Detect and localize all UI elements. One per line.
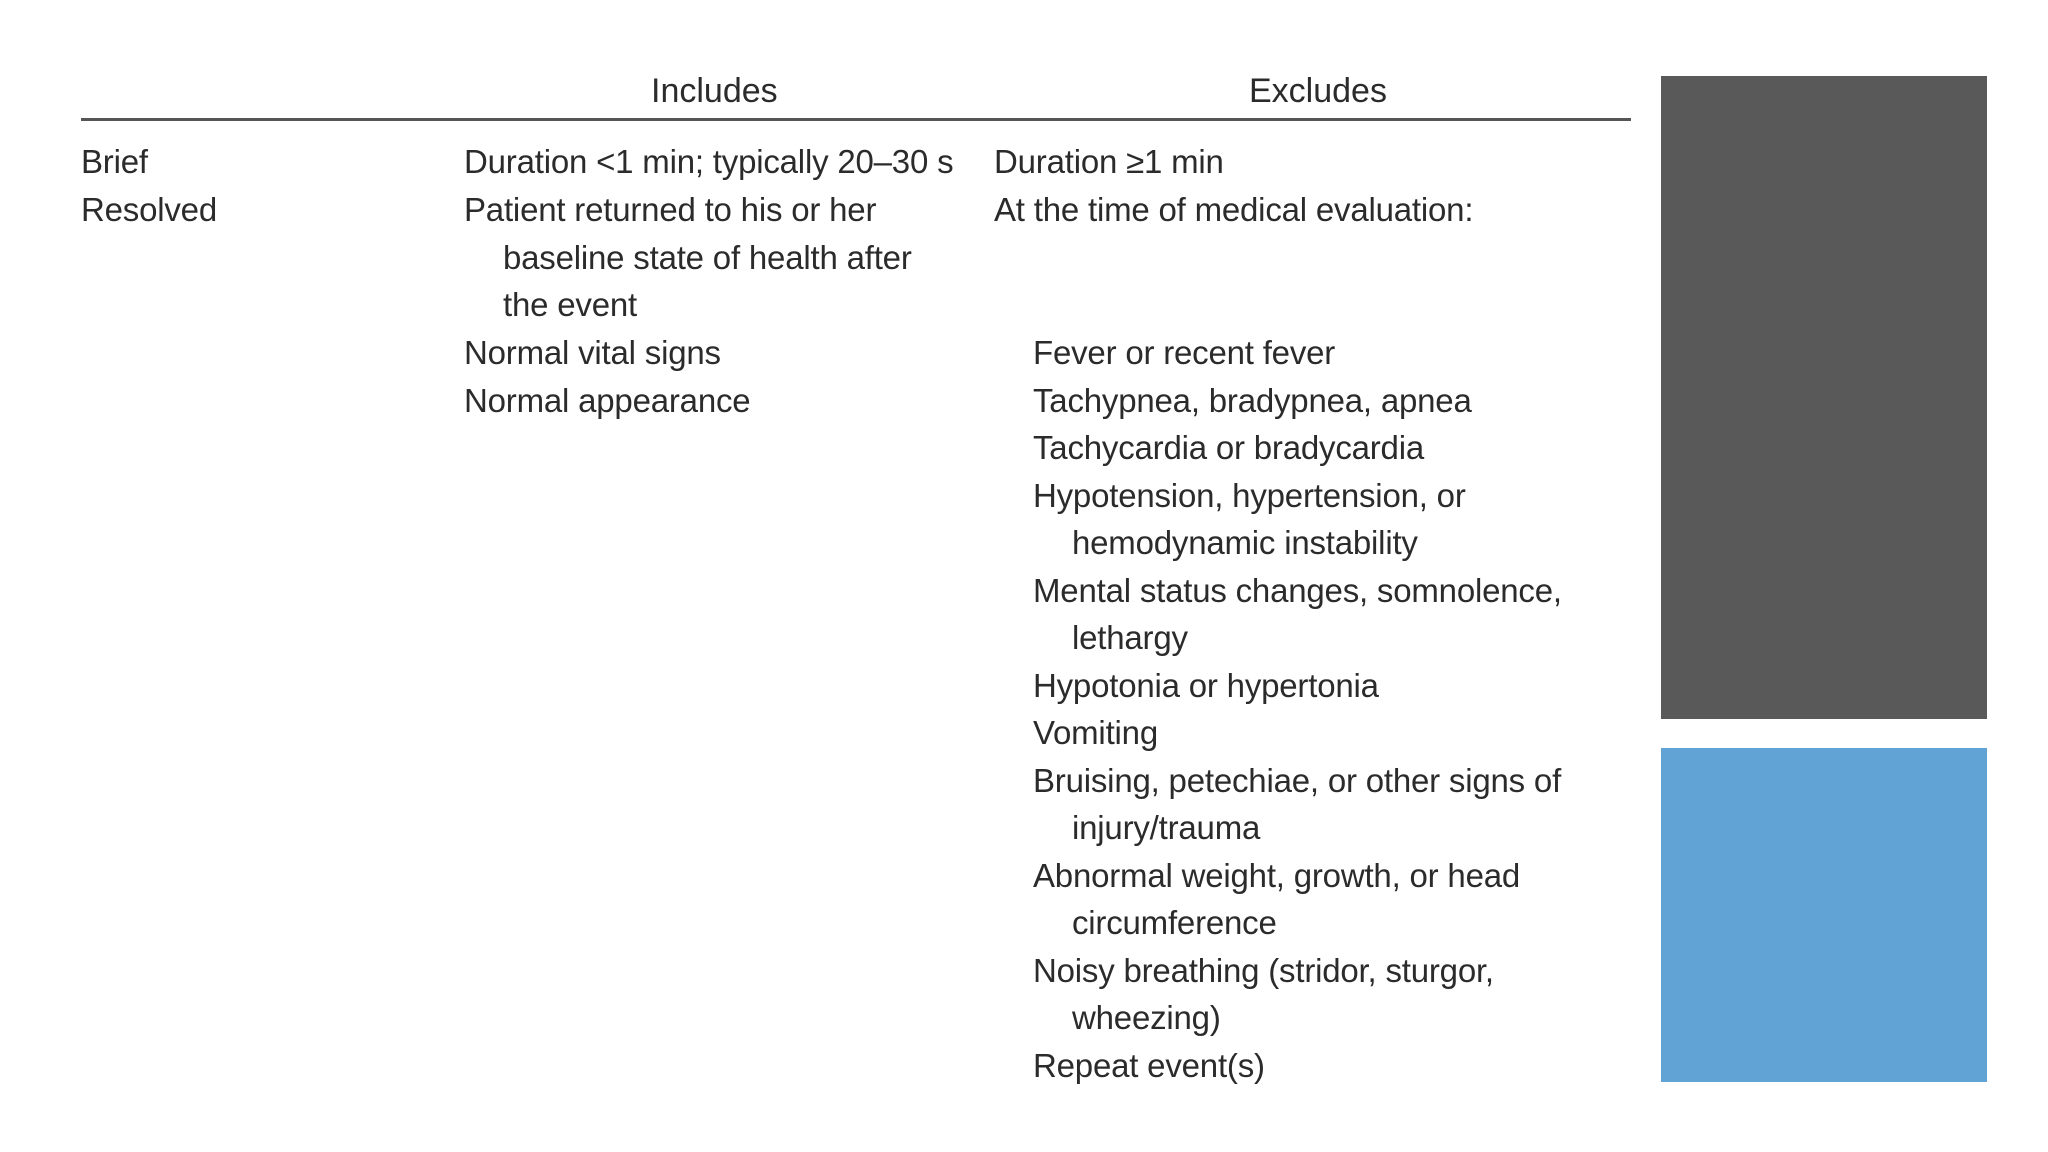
row-label-resolved: Resolved — [81, 191, 217, 228]
exclude-item: Vomiting — [1033, 714, 1158, 751]
exclude-item: Noisy breathing (stridor, sturgor, — [1033, 952, 1494, 989]
brief-excludes: Duration ≥1 min — [994, 143, 1224, 180]
brief-includes: Duration <1 min; typically 20–30 s — [464, 143, 954, 180]
decorative-panel-blue — [1661, 748, 1987, 1082]
exclude-item: Tachypnea, bradypnea, apnea — [1033, 382, 1472, 419]
exclude-item: Bruising, petechiae, or other signs of — [1033, 762, 1562, 799]
exclude-item-continuation: lethargy — [1072, 619, 1188, 656]
resolved-includes-vitals: Normal vital signs — [464, 334, 721, 371]
row-label-brief: Brief — [81, 143, 148, 180]
column-header-excludes: Excludes — [1249, 72, 1387, 110]
exclude-item-continuation: circumference — [1072, 904, 1277, 941]
decorative-panel-dark — [1661, 76, 1987, 719]
resolved-includes-line3: the event — [503, 286, 637, 323]
resolved-includes-line1: Patient returned to his or her — [464, 191, 877, 228]
exclude-item: Mental status changes, somnolence, — [1033, 572, 1562, 609]
exclude-item: Tachycardia or bradycardia — [1033, 429, 1424, 466]
exclude-item: Abnormal weight, growth, or head — [1033, 857, 1521, 894]
resolved-includes-line2: baseline state of health after — [503, 239, 912, 276]
header-rule — [81, 118, 1631, 121]
exclude-item: Hypotension, hypertension, or — [1033, 477, 1466, 514]
exclude-item-continuation: hemodynamic instability — [1072, 524, 1418, 561]
column-header-includes: Includes — [651, 72, 778, 110]
exclude-item: Repeat event(s) — [1033, 1047, 1265, 1084]
exclude-item: Fever or recent fever — [1033, 334, 1336, 371]
exclude-item-continuation: wheezing) — [1072, 999, 1221, 1036]
resolved-includes-appearance: Normal appearance — [464, 382, 751, 419]
resolved-excludes-intro: At the time of medical evaluation: — [994, 191, 1474, 228]
exclude-item: Hypotonia or hypertonia — [1033, 667, 1379, 704]
exclude-item-continuation: injury/trauma — [1072, 809, 1261, 846]
